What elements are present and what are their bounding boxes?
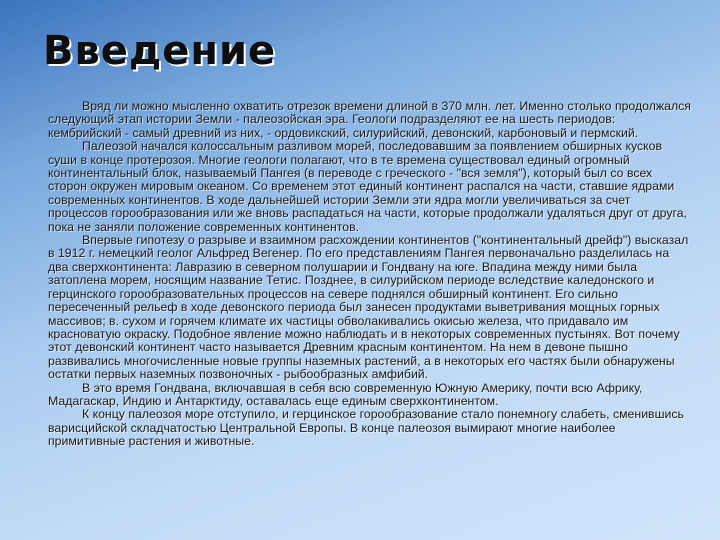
slide-body	[48, 100, 692, 449]
paragraph: Палеозой начался колоссальным разливом морей, последовавшим за появлением обширных кусков суши в конце протерозоя. Многие геологи полагают, что в те времена существовал единый огромный континентальный блок, называемый Пангея (в переводе с греческого - "вся земля"), который был со всех сторон окружен мировым океаном. Со временем этот единый континент распался на части, ставшие ядрами современных континентов. В ходе дальнейшей истории Земли эти ядра могли увеличиваться за счет процессов горообразования или же вновь распадаться на части, которые продолжали удаляться друг от друга, пока не заняли положение современных континентов.	[48, 139, 687, 234]
paragraph: К концу палеозоя море отступило, и герцинское горообразование стало понемногу слабеть, сменившись варисцийской складчатостью Центральной Европы. В конце палеозоя вымирают многие наиболее примитивные растения и животные.	[48, 407, 684, 449]
paragraph: Вряд ли можно мысленно охватить отрезок времени длиной в 370 млн. лет. Именно столько продолжался следующий этап истории Земли - палеозойская эра. Геологи подразделяют ее на шесть периодов: кембрийский - самый древний из них, - ордовикский, силурийский, девонский, карбоновый и пермский.	[48, 99, 691, 140]
paragraph: Впервые гипотезу о разрыве и взаимном расхождении континентов ("континентальный дрейф") высказал в 1912 г. немецкий геолог Альфред Вегенер. По его представлениям Пангея первоначально разделилась на два сверхконтинента: Лавразию в северном полушарии и Гондвану на юге. Впадина между ними была затоплена морем, носящим название Тетис. Позднее, в силурийском периоде вследствие каледонского и герцинского горообразовательных процессов на севере поднялся обширный континент. Его сильно пересеченный рельеф в ходе девонского периода был занесен продуктами выветривания мощных горных массивов; в. сухом и горячем климате их частицы обволакивались окисью железа, что придавало им красноватую окраску. Подобное явление можно наблюдать и в некоторых современных пустынях. Вот почему этот девонский континент часто называется Древним красным континентом. На нем в девоне пышно развивались многочисленные новые группы наземных растений, а в некоторых его частях были обнаружены остатки первых наземных позвоночных - рыбообразных амфибий.	[48, 233, 689, 382]
slide-title: Введение	[43, 28, 277, 74]
paragraph: В это время Гондвана, включавшая в себя всю современную Южную Америку, почти всю Африку, Мадагаскар, Индию и Антарктиду, оставалась еще единым сверхконтинентом.	[48, 380, 643, 408]
